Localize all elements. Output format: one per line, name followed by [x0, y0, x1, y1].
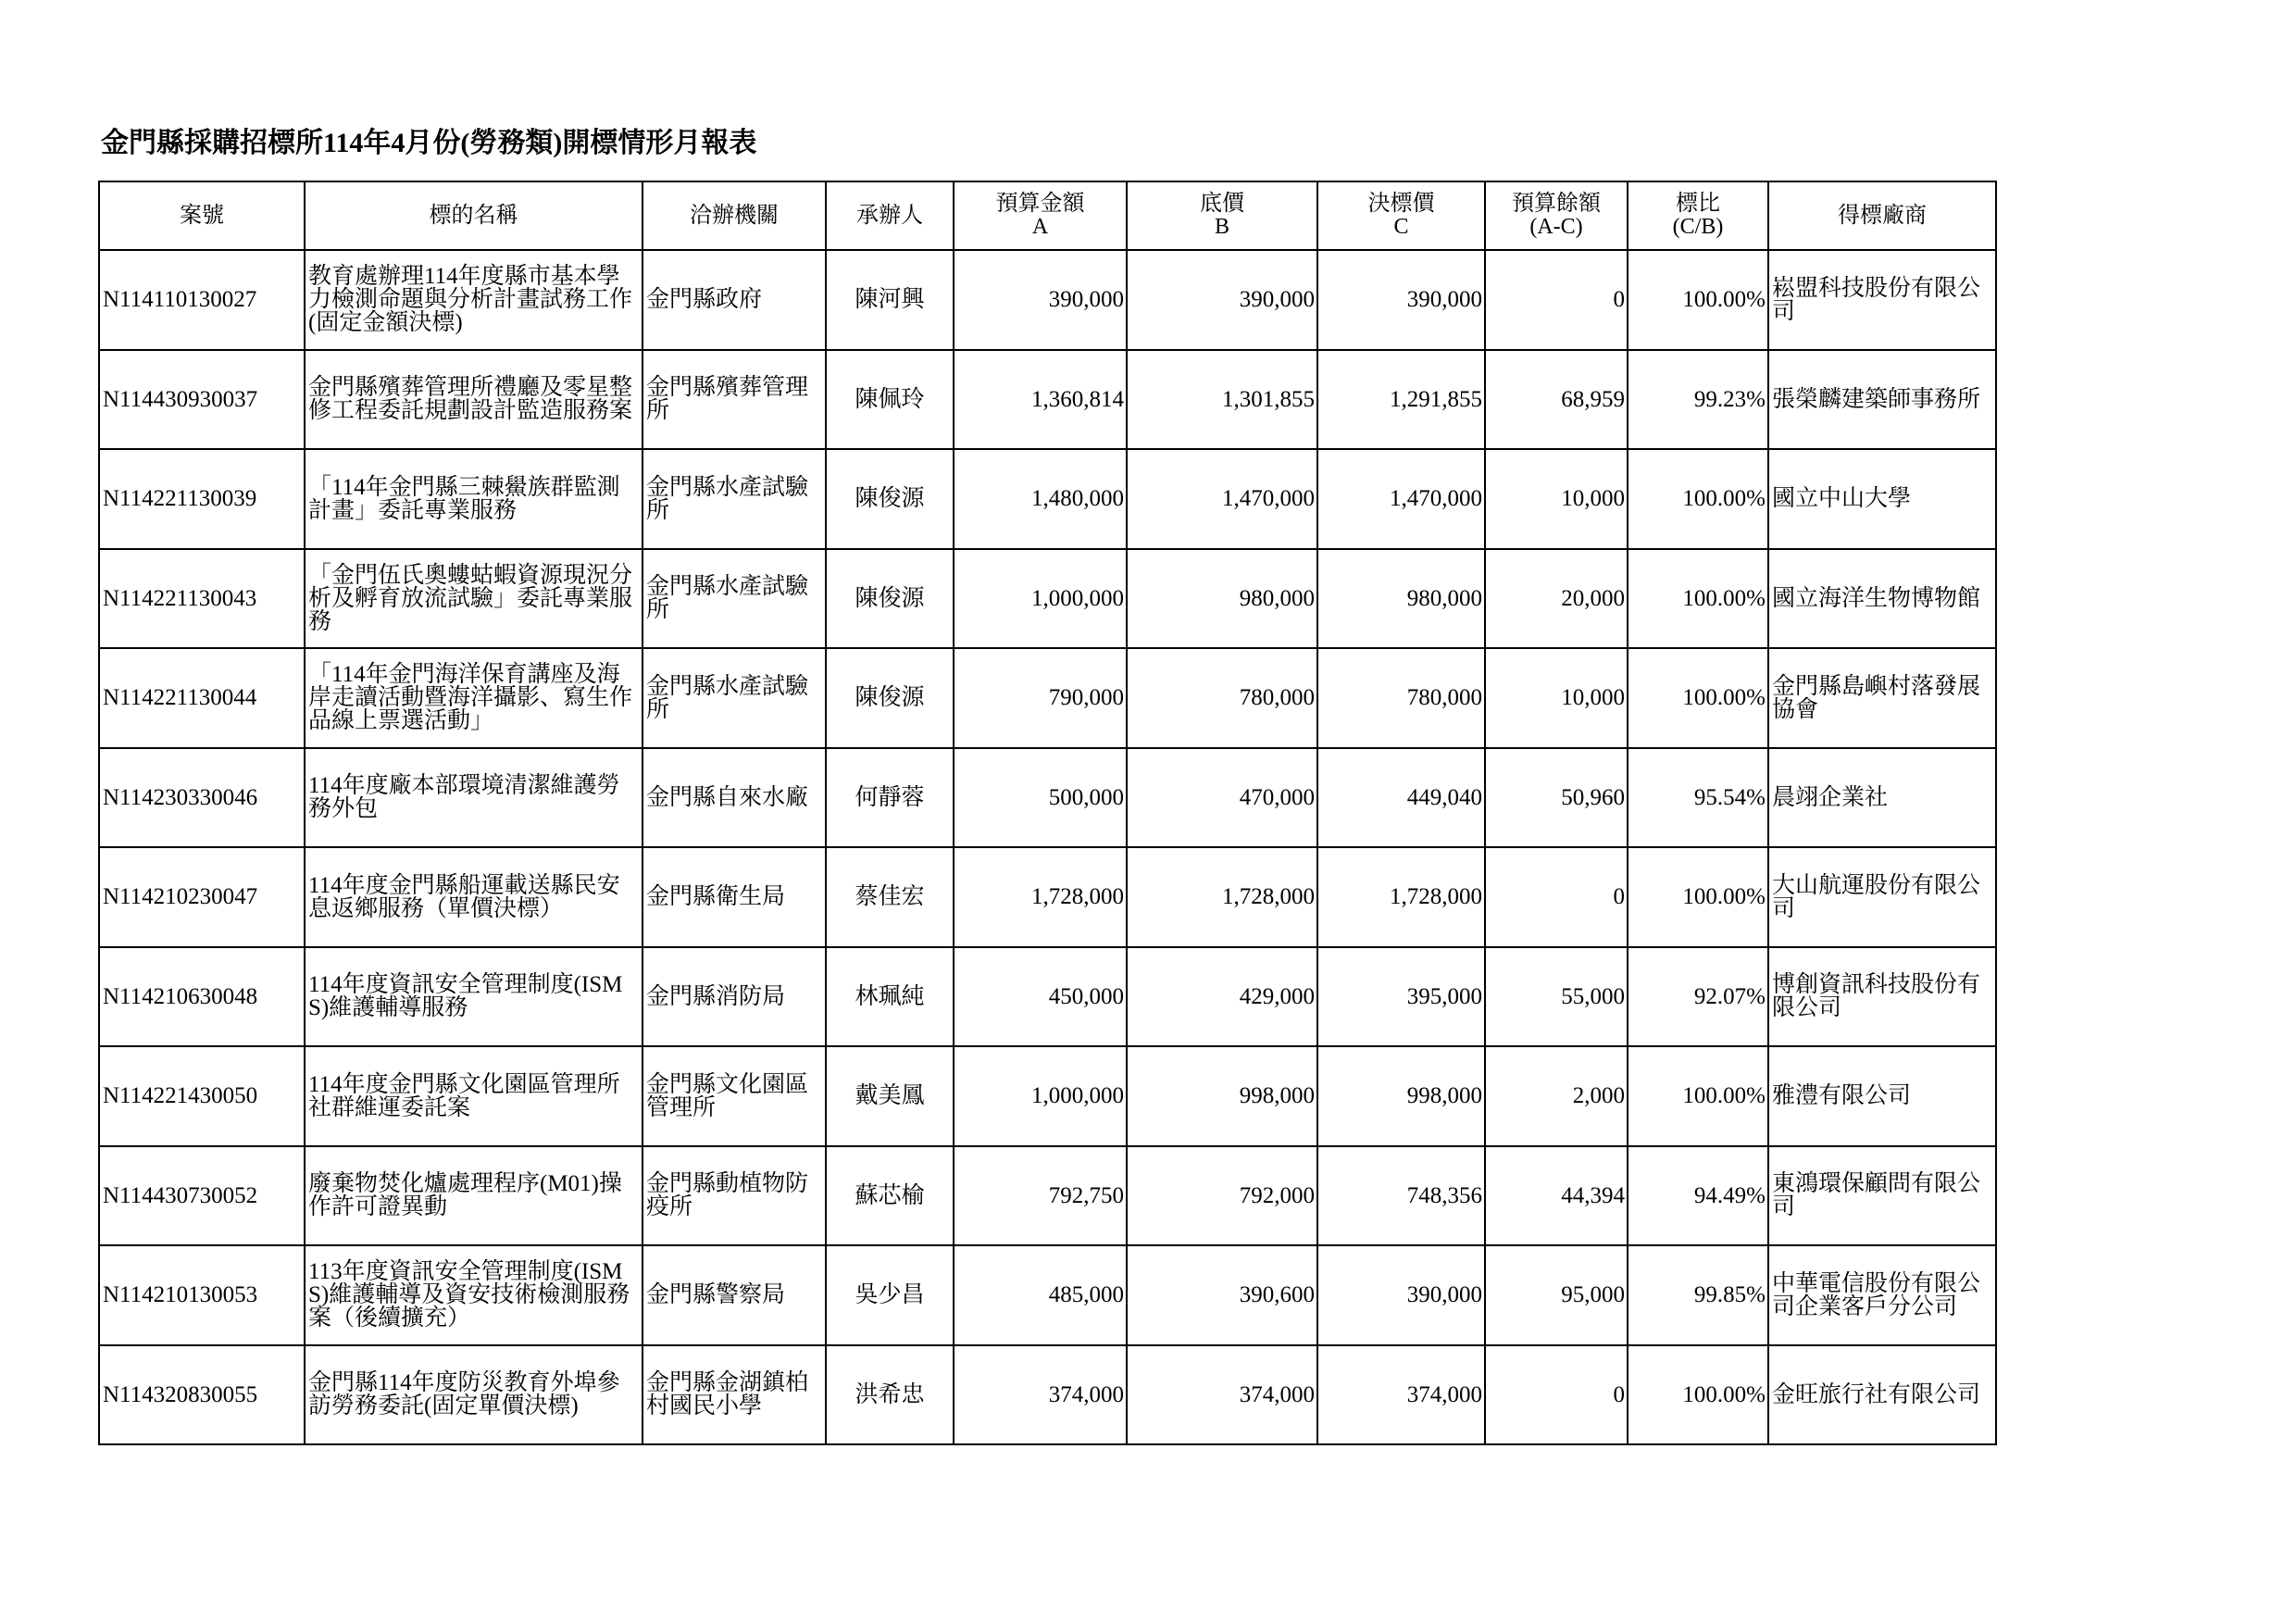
- header-case-number: [99, 181, 305, 250]
- officer-cell: 林珮純: [826, 947, 954, 1047]
- table-row: [99, 449, 1996, 549]
- officer-cell: 陳河興: [826, 250, 954, 350]
- agency-cell: 金門縣殯葬管理所: [643, 350, 826, 450]
- header-label: 預算餘額: [1512, 192, 1601, 216]
- base-price-cell: 390,600: [1127, 1245, 1317, 1345]
- agency-cell: 金門縣警察局: [643, 1245, 826, 1345]
- header-subject: [305, 181, 643, 250]
- table-row: [99, 350, 1996, 450]
- officer-cell: 陳俊源: [826, 449, 954, 549]
- table-row: [99, 648, 1996, 748]
- officer-cell: 陳俊源: [826, 549, 954, 649]
- budget-cell: 450,000: [954, 947, 1127, 1047]
- agency-cell: 金門縣水產試驗所: [643, 648, 826, 748]
- award-price-cell: 374,000: [1317, 1345, 1485, 1445]
- award-ratio-cell: 100.00%: [1628, 847, 1768, 947]
- header-label: 標的名稱: [429, 203, 518, 228]
- award-ratio-cell: 99.23%: [1628, 350, 1768, 450]
- header-sublabel: B: [1214, 215, 1229, 239]
- officer-cell: 蔡佳宏: [826, 847, 954, 947]
- budget-balance-cell: 10,000: [1485, 449, 1628, 549]
- header-label: 底價: [1200, 192, 1244, 216]
- budget-balance-cell: 0: [1485, 1345, 1628, 1445]
- winning-vendor-cell: 中華電信股份有限公司企業客戶分公司: [1768, 1245, 1996, 1345]
- budget-cell: 485,000: [954, 1245, 1127, 1345]
- award-price-cell: 780,000: [1317, 648, 1485, 748]
- case-number-cell: N114221130039: [99, 449, 305, 549]
- budget-cell: 390,000: [954, 250, 1127, 350]
- table-row: [99, 549, 1996, 649]
- award-ratio-cell: 100.00%: [1628, 1345, 1768, 1445]
- subject-cell: 114年度金門縣文化園區管理所社群維運委託案: [305, 1046, 643, 1146]
- header-sublabel: C: [1393, 215, 1409, 239]
- header-label: 案號: [180, 203, 224, 228]
- agency-cell: 金門縣自來水廠: [643, 748, 826, 848]
- winning-vendor-cell: 國立海洋生物博物館: [1768, 549, 1996, 649]
- budget-balance-cell: 44,394: [1485, 1146, 1628, 1246]
- base-price-cell: 1,301,855: [1127, 350, 1317, 450]
- agency-cell: 金門縣水產試驗所: [643, 449, 826, 549]
- agency-cell: 金門縣消防局: [643, 947, 826, 1047]
- subject-cell: 金門縣殯葬管理所禮廳及零星整修工程委託規劃設計監造服務案: [305, 350, 643, 450]
- base-price-cell: 1,728,000: [1127, 847, 1317, 947]
- winning-vendor-cell: 博創資訊科技股份有限公司: [1768, 947, 1996, 1047]
- header-label: 得標廠商: [1838, 203, 1927, 228]
- header-sublabel: A: [1031, 215, 1049, 239]
- officer-cell: 蘇芯榆: [826, 1146, 954, 1246]
- winning-vendor-cell: 張榮麟建築師事務所: [1768, 350, 1996, 450]
- award-price-cell: 1,470,000: [1317, 449, 1485, 549]
- award-price-cell: 449,040: [1317, 748, 1485, 848]
- award-price-cell: 980,000: [1317, 549, 1485, 649]
- subject-cell: 114年度廠本部環境清潔維護勞務外包: [305, 748, 643, 848]
- budget-cell: 374,000: [954, 1345, 1127, 1445]
- award-price-cell: 998,000: [1317, 1046, 1485, 1146]
- award-price-cell: 395,000: [1317, 947, 1485, 1047]
- header-budget: [954, 181, 1127, 250]
- award-ratio-cell: 100.00%: [1628, 250, 1768, 350]
- case-number-cell: N114430730052: [99, 1146, 305, 1246]
- agency-cell: 金門縣政府: [643, 250, 826, 350]
- table-body: [99, 250, 1996, 1444]
- report-title: 金門縣採購招標所114年4月份(勞務類)開標情形月報表: [101, 128, 757, 158]
- officer-cell: 陳佩玲: [826, 350, 954, 450]
- award-price-cell: 748,356: [1317, 1146, 1485, 1246]
- agency-cell: 金門縣水產試驗所: [643, 549, 826, 649]
- subject-cell: 「金門伍氏奧螻蛄蝦資源現況分析及孵育放流試驗」委託專業服務: [305, 549, 643, 649]
- winning-vendor-cell: 晨翊企業社: [1768, 748, 1996, 848]
- header-officer: [826, 181, 954, 250]
- budget-balance-cell: 2,000: [1485, 1046, 1628, 1146]
- agency-cell: 金門縣金湖鎮柏村國民小學: [643, 1345, 826, 1445]
- case-number-cell: N114230330046: [99, 748, 305, 848]
- budget-cell: 792,750: [954, 1146, 1127, 1246]
- budget-cell: 1,000,000: [954, 1046, 1127, 1146]
- award-price-cell: 1,291,855: [1317, 350, 1485, 450]
- subject-cell: 114年度資訊安全管理制度(ISMS)維護輔導服務: [305, 947, 643, 1047]
- officer-cell: 吳少昌: [826, 1245, 954, 1345]
- case-number-cell: N114210230047: [99, 847, 305, 947]
- budget-cell: 1,728,000: [954, 847, 1127, 947]
- subject-cell: 廢棄物焚化爐處理程序(M01)操作許可證異動: [305, 1146, 643, 1246]
- case-number-cell: N114221430050: [99, 1046, 305, 1146]
- winning-vendor-cell: 東鴻環保顧問有限公司: [1768, 1146, 1996, 1246]
- winning-vendor-cell: 金旺旅行社有限公司: [1768, 1345, 1996, 1445]
- header-row: [99, 181, 1996, 250]
- case-number-cell: N114320830055: [99, 1345, 305, 1445]
- table-row: [99, 1345, 1996, 1445]
- header-winning-vendor: [1768, 181, 1996, 250]
- subject-cell: 教育處辦理114年度縣市基本學力檢測命題與分析計畫試務工作(固定金額決標): [305, 250, 643, 350]
- budget-balance-cell: 55,000: [1485, 947, 1628, 1047]
- table-row: [99, 748, 1996, 848]
- budget-balance-cell: 68,959: [1485, 350, 1628, 450]
- case-number-cell: N114110130027: [99, 250, 305, 350]
- award-ratio-cell: 99.85%: [1628, 1245, 1768, 1345]
- officer-cell: 陳俊源: [826, 648, 954, 748]
- header-award-price: [1317, 181, 1485, 250]
- header-budget-balance: [1485, 181, 1628, 250]
- subject-cell: 金門縣114年度防災教育外埠參訪勞務委託(固定單價決標): [305, 1345, 643, 1445]
- header-agency: [643, 181, 826, 250]
- table-row: [99, 1245, 1996, 1345]
- budget-balance-cell: 0: [1485, 847, 1628, 947]
- award-ratio-cell: 92.07%: [1628, 947, 1768, 1047]
- header-base-price: [1127, 181, 1317, 250]
- case-number-cell: N114221130044: [99, 648, 305, 748]
- award-ratio-cell: 95.54%: [1628, 748, 1768, 848]
- table-row: [99, 1046, 1996, 1146]
- header-sublabel: (A-C): [1529, 215, 1583, 239]
- header-label: 預算金額: [995, 192, 1085, 216]
- table-row: [99, 250, 1996, 350]
- budget-balance-cell: 10,000: [1485, 648, 1628, 748]
- table-row: [99, 1146, 1996, 1246]
- base-price-cell: 1,470,000: [1127, 449, 1317, 549]
- winning-vendor-cell: 國立中山大學: [1768, 449, 1996, 549]
- budget-cell: 1,000,000: [954, 549, 1127, 649]
- base-price-cell: 980,000: [1127, 549, 1317, 649]
- award-ratio-cell: 100.00%: [1628, 549, 1768, 649]
- winning-vendor-cell: 雅澧有限公司: [1768, 1046, 1996, 1146]
- award-price-cell: 390,000: [1317, 1245, 1485, 1345]
- base-price-cell: 390,000: [1127, 250, 1317, 350]
- subject-cell: 「114年金門海洋保育講座及海岸走讀活動暨海洋攝影、寫生作品線上票選活動」: [305, 648, 643, 748]
- officer-cell: 洪希忠: [826, 1345, 954, 1445]
- header-label: 標比: [1676, 192, 1720, 216]
- header-label: 承辦人: [856, 203, 923, 228]
- award-price-cell: 390,000: [1317, 250, 1485, 350]
- budget-cell: 790,000: [954, 648, 1127, 748]
- officer-cell: 戴美鳳: [826, 1046, 954, 1146]
- case-number-cell: N114221130043: [99, 549, 305, 649]
- budget-balance-cell: 0: [1485, 250, 1628, 350]
- base-price-cell: 780,000: [1127, 648, 1317, 748]
- agency-cell: 金門縣文化園區管理所: [643, 1046, 826, 1146]
- bid-opening-table: [98, 181, 1997, 1445]
- header-label: 洽辦機關: [690, 203, 779, 228]
- winning-vendor-cell: 崧盟科技股份有限公司: [1768, 250, 1996, 350]
- officer-cell: 何靜蓉: [826, 748, 954, 848]
- header-sublabel: (C/B): [1672, 215, 1724, 239]
- agency-cell: 金門縣動植物防疫所: [643, 1146, 826, 1246]
- subject-cell: 「114年金門縣三棘鱟族群監測計畫」委託專業服務: [305, 449, 643, 549]
- award-price-cell: 1,728,000: [1317, 847, 1485, 947]
- table-row: [99, 847, 1996, 947]
- header-award-ratio: [1628, 181, 1768, 250]
- award-ratio-cell: 100.00%: [1628, 449, 1768, 549]
- base-price-cell: 998,000: [1127, 1046, 1317, 1146]
- case-number-cell: N114430930037: [99, 350, 305, 450]
- budget-cell: 1,360,814: [954, 350, 1127, 450]
- agency-cell: 金門縣衛生局: [643, 847, 826, 947]
- award-ratio-cell: 100.00%: [1628, 1046, 1768, 1146]
- budget-cell: 1,480,000: [954, 449, 1127, 549]
- winning-vendor-cell: 金門縣島嶼村落發展協會: [1768, 648, 1996, 748]
- budget-balance-cell: 50,960: [1485, 748, 1628, 848]
- case-number-cell: N114210130053: [99, 1245, 305, 1345]
- base-price-cell: 792,000: [1127, 1146, 1317, 1246]
- award-ratio-cell: 100.00%: [1628, 648, 1768, 748]
- budget-cell: 500,000: [954, 748, 1127, 848]
- subject-cell: 113年度資訊安全管理制度(ISMS)維護輔導及資安技術檢測服務案（後續擴充）: [305, 1245, 643, 1345]
- base-price-cell: 374,000: [1127, 1345, 1317, 1445]
- budget-balance-cell: 20,000: [1485, 549, 1628, 649]
- header-label: 決標價: [1367, 192, 1435, 216]
- case-number-cell: N114210630048: [99, 947, 305, 1047]
- base-price-cell: 470,000: [1127, 748, 1317, 848]
- budget-balance-cell: 95,000: [1485, 1245, 1628, 1345]
- award-ratio-cell: 94.49%: [1628, 1146, 1768, 1246]
- base-price-cell: 429,000: [1127, 947, 1317, 1047]
- winning-vendor-cell: 大山航運股份有限公司: [1768, 847, 1996, 947]
- table-row: [99, 947, 1996, 1047]
- subject-cell: 114年度金門縣船運載送縣民安息返鄉服務（單價決標）: [305, 847, 643, 947]
